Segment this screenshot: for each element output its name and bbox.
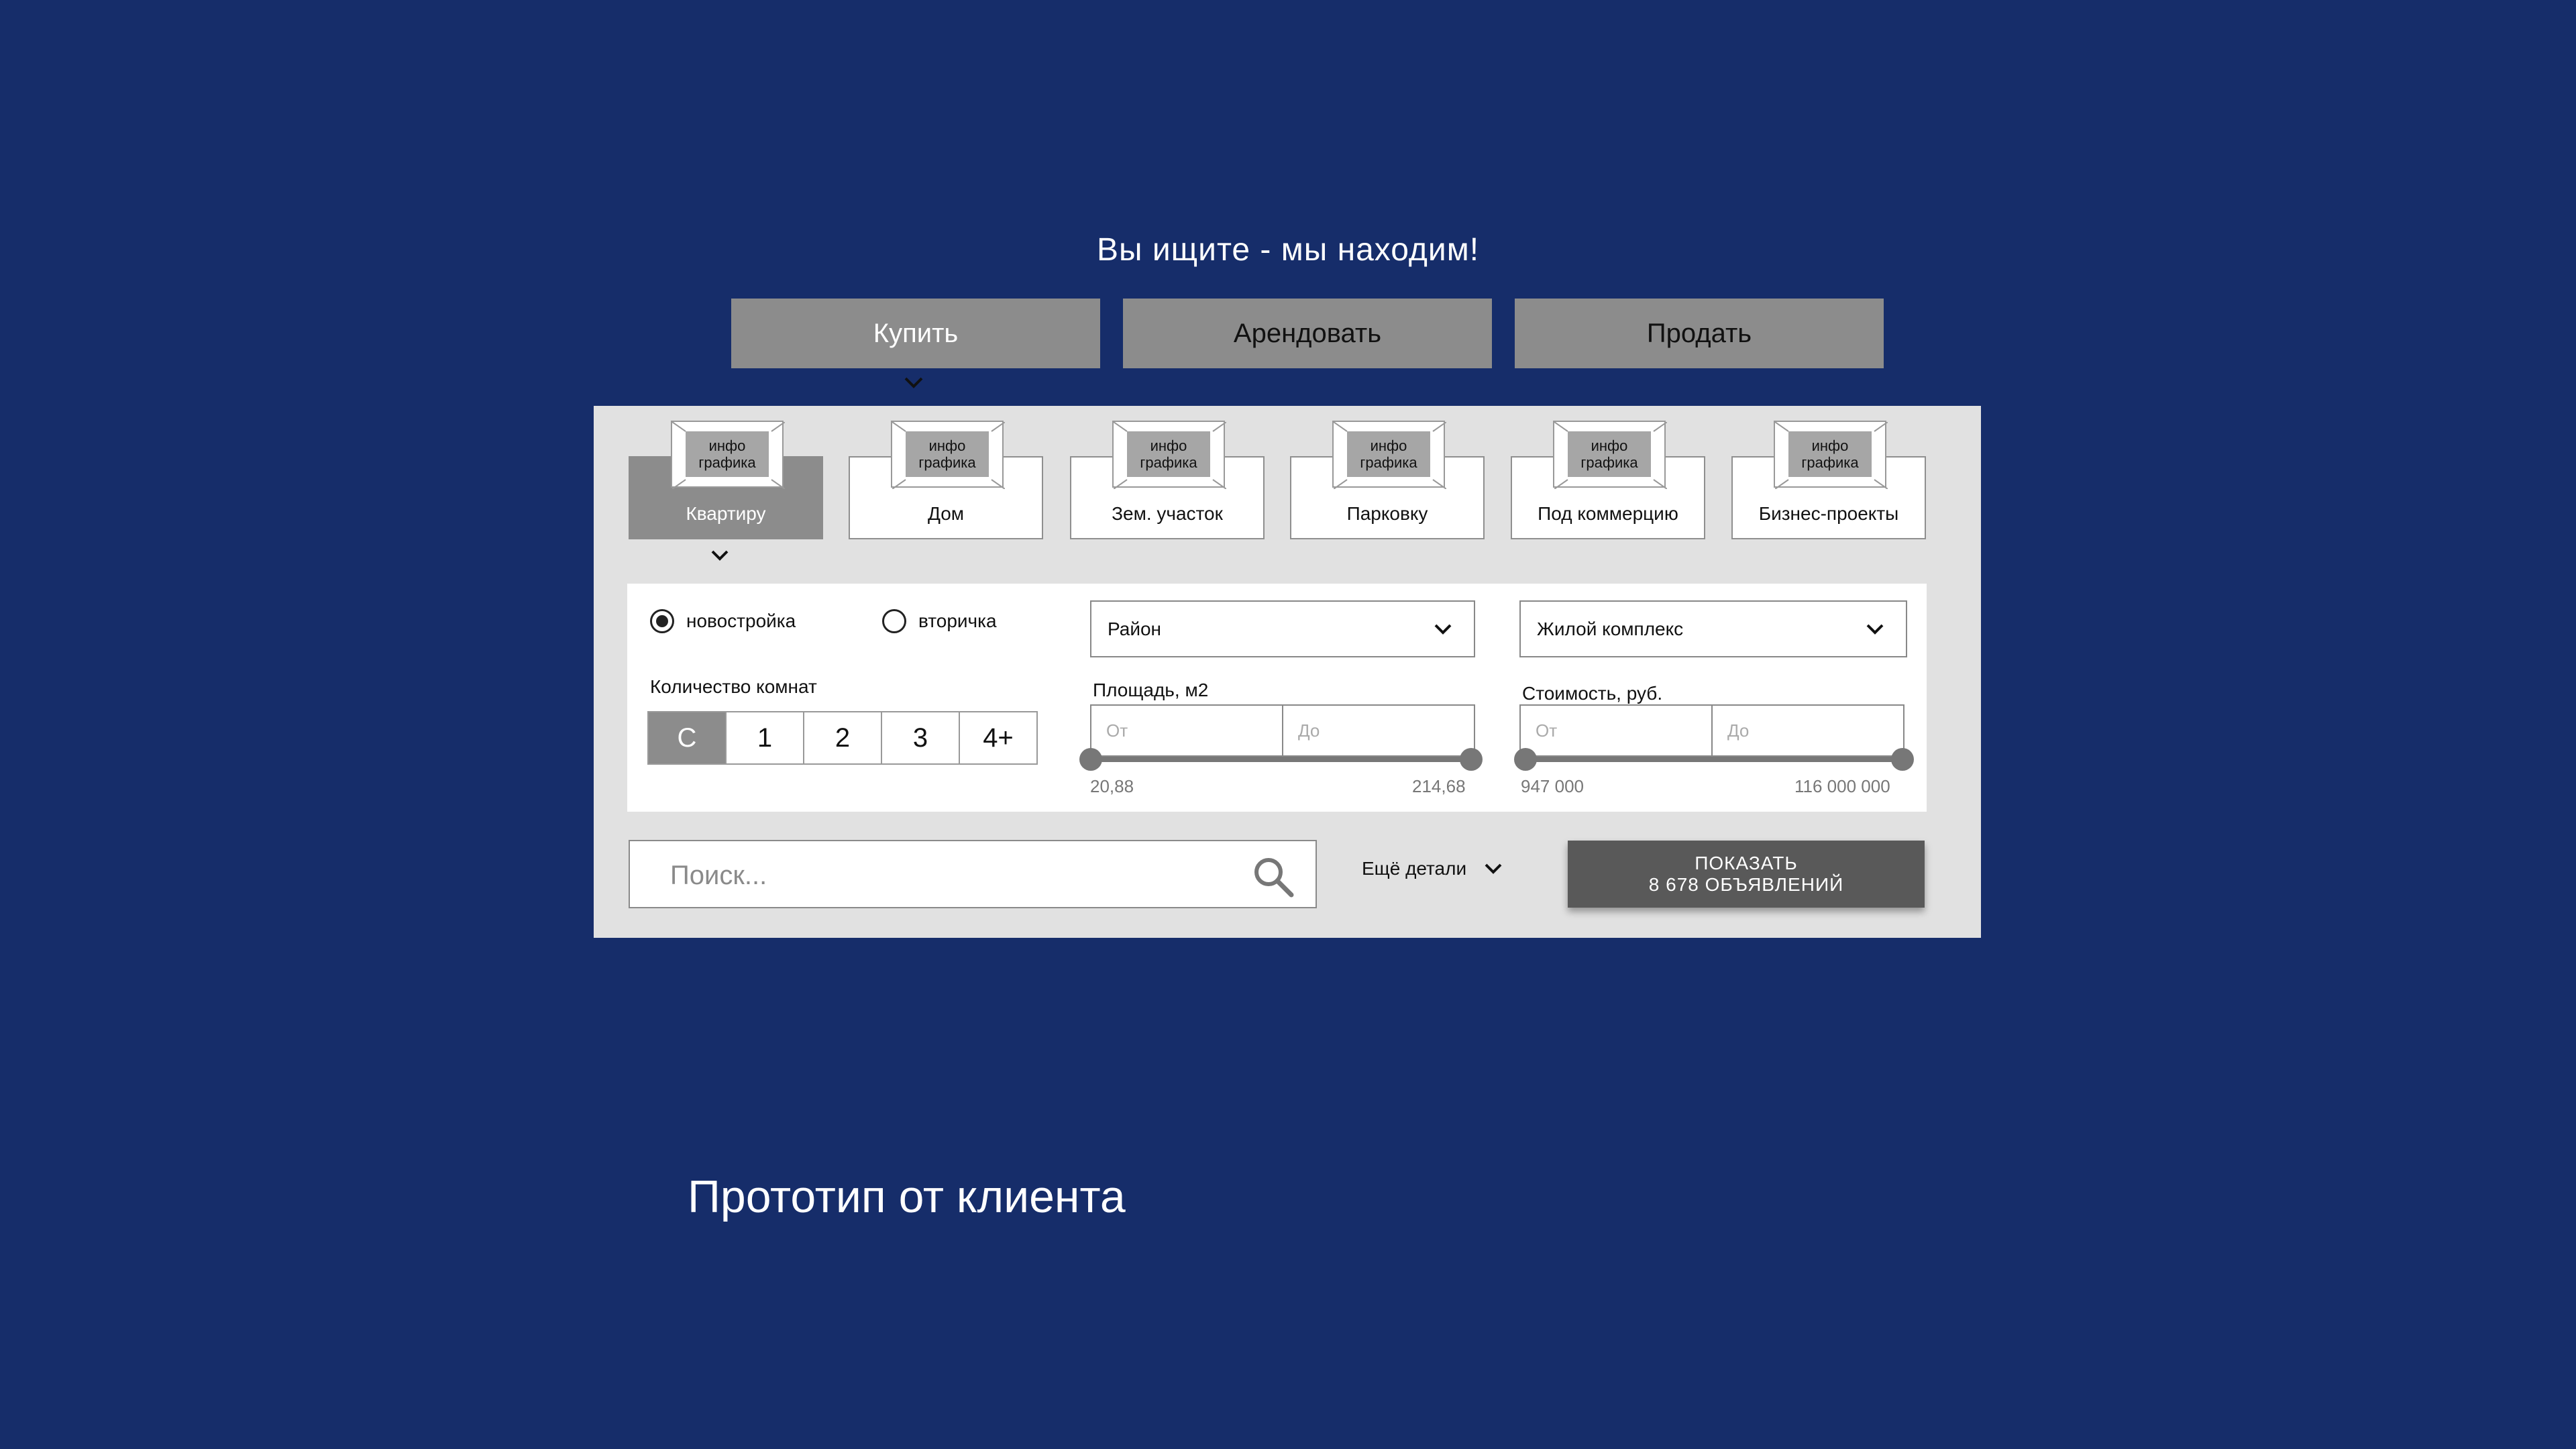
infographic-placeholder-icon — [671, 421, 784, 488]
category-commercial[interactable] — [1511, 437, 1705, 539]
price-slider-track[interactable] — [1523, 757, 1903, 762]
infographic-text: графика — [1140, 454, 1197, 471]
room-option-4plus[interactable]: 4+ — [959, 711, 1038, 765]
price-slider-max-handle[interactable] — [1891, 748, 1914, 771]
search-panel — [594, 406, 1981, 938]
chevron-down-icon — [1432, 623, 1454, 636]
category-land[interactable] — [1070, 437, 1265, 539]
tab-sell[interactable] — [1515, 299, 1884, 368]
infographic-text: графика — [698, 454, 756, 471]
infographic-placeholder-icon — [891, 421, 1004, 488]
category-label: Парковку — [1346, 503, 1428, 524]
chevron-down-icon — [1864, 623, 1886, 636]
show-button-line2: 8 678 ОБЪЯВЛЕНИЙ — [1648, 874, 1844, 895]
infographic-text: инфо — [1591, 437, 1628, 454]
chevron-down-icon — [900, 374, 927, 390]
category-label: Квартиру — [686, 503, 766, 524]
radio-label: новостройка — [686, 610, 796, 631]
tab-rent[interactable] — [1123, 299, 1492, 368]
price-slider-min-handle[interactable] — [1514, 748, 1537, 771]
select-value: Жилой комплекс — [1537, 618, 1684, 639]
district-select[interactable] — [1090, 600, 1475, 657]
tab-label: Арендовать — [1233, 318, 1382, 348]
more-details-label: Ещё детали — [1362, 858, 1467, 879]
infographic-placeholder-icon — [1774, 421, 1886, 488]
tab-buy[interactable] — [731, 299, 1100, 368]
area-slider-min-handle[interactable] — [1079, 748, 1102, 771]
infographic-text: инфо — [928, 437, 966, 454]
radio-checked-icon — [650, 609, 674, 633]
infographic-text: инфо — [1150, 437, 1187, 454]
infographic-placeholder-icon — [1553, 421, 1666, 488]
rooms-label: Количество комнат — [650, 676, 817, 697]
price-min-value: 947 000 — [1521, 776, 1584, 796]
room-option-3[interactable]: 3 — [881, 711, 960, 765]
price-label: Стоимость, руб. — [1522, 683, 1663, 704]
footer-caption: Прототип от клиента — [688, 1171, 1126, 1222]
show-results-button[interactable] — [1568, 841, 1925, 908]
infographic-text: инфо — [708, 437, 746, 454]
infographic-text: графика — [1360, 454, 1417, 471]
page-headline: Вы ищите - мы находим! — [1096, 232, 1480, 268]
category-label: Бизнес-проекты — [1758, 503, 1899, 524]
more-details-toggle[interactable] — [1362, 858, 1504, 879]
infographic-placeholder-icon — [1332, 421, 1445, 488]
category-label: Дом — [927, 503, 965, 524]
radio-new-building[interactable] — [650, 609, 796, 633]
complex-select[interactable] — [1519, 600, 1907, 657]
filters-block — [627, 584, 1927, 812]
chevron-down-icon — [1483, 862, 1504, 875]
area-to-input[interactable]: До — [1282, 704, 1475, 757]
category-business[interactable] — [1731, 437, 1926, 539]
category-label: Под коммерцию — [1538, 503, 1678, 524]
area-from-input[interactable]: От — [1090, 704, 1283, 757]
radio-secondary[interactable] — [882, 609, 997, 633]
infographic-text: графика — [1801, 454, 1859, 471]
category-label: Зем. участок — [1112, 503, 1223, 524]
select-value: Район — [1108, 618, 1161, 639]
search-box[interactable] — [629, 840, 1317, 908]
price-max-value: 116 000 000 — [1794, 776, 1890, 796]
infographic-text: графика — [1580, 454, 1638, 471]
area-max-value: 214,68 — [1412, 776, 1466, 796]
category-parking[interactable] — [1290, 437, 1485, 539]
radio-label: вторичка — [918, 610, 997, 631]
show-button-line1: ПОКАЗАТЬ — [1695, 853, 1798, 873]
search-icon[interactable] — [1251, 855, 1295, 899]
price-to-input[interactable]: До — [1711, 704, 1904, 757]
tab-label: Продать — [1646, 318, 1752, 348]
infographic-text: графика — [918, 454, 976, 471]
chevron-down-icon — [708, 548, 732, 563]
room-option-1[interactable]: 1 — [725, 711, 804, 765]
search-input[interactable] — [669, 855, 1208, 896]
infographic-text: инфо — [1370, 437, 1407, 454]
infographic-placeholder-icon — [1112, 421, 1225, 488]
area-label: Площадь, м2 — [1093, 680, 1209, 700]
area-min-value: 20,88 — [1090, 776, 1134, 796]
category-apartment[interactable] — [629, 437, 823, 539]
rooms-selector — [647, 711, 1038, 765]
area-slider-track[interactable] — [1090, 757, 1472, 762]
room-option-2[interactable]: 2 — [803, 711, 882, 765]
room-option-studio[interactable]: С — [647, 711, 727, 765]
price-from-input[interactable]: От — [1519, 704, 1713, 757]
area-slider-max-handle[interactable] — [1460, 748, 1483, 771]
radio-unchecked-icon — [882, 609, 906, 633]
tab-label: Купить — [873, 318, 959, 348]
category-house[interactable] — [849, 437, 1043, 539]
infographic-text: инфо — [1811, 437, 1849, 454]
